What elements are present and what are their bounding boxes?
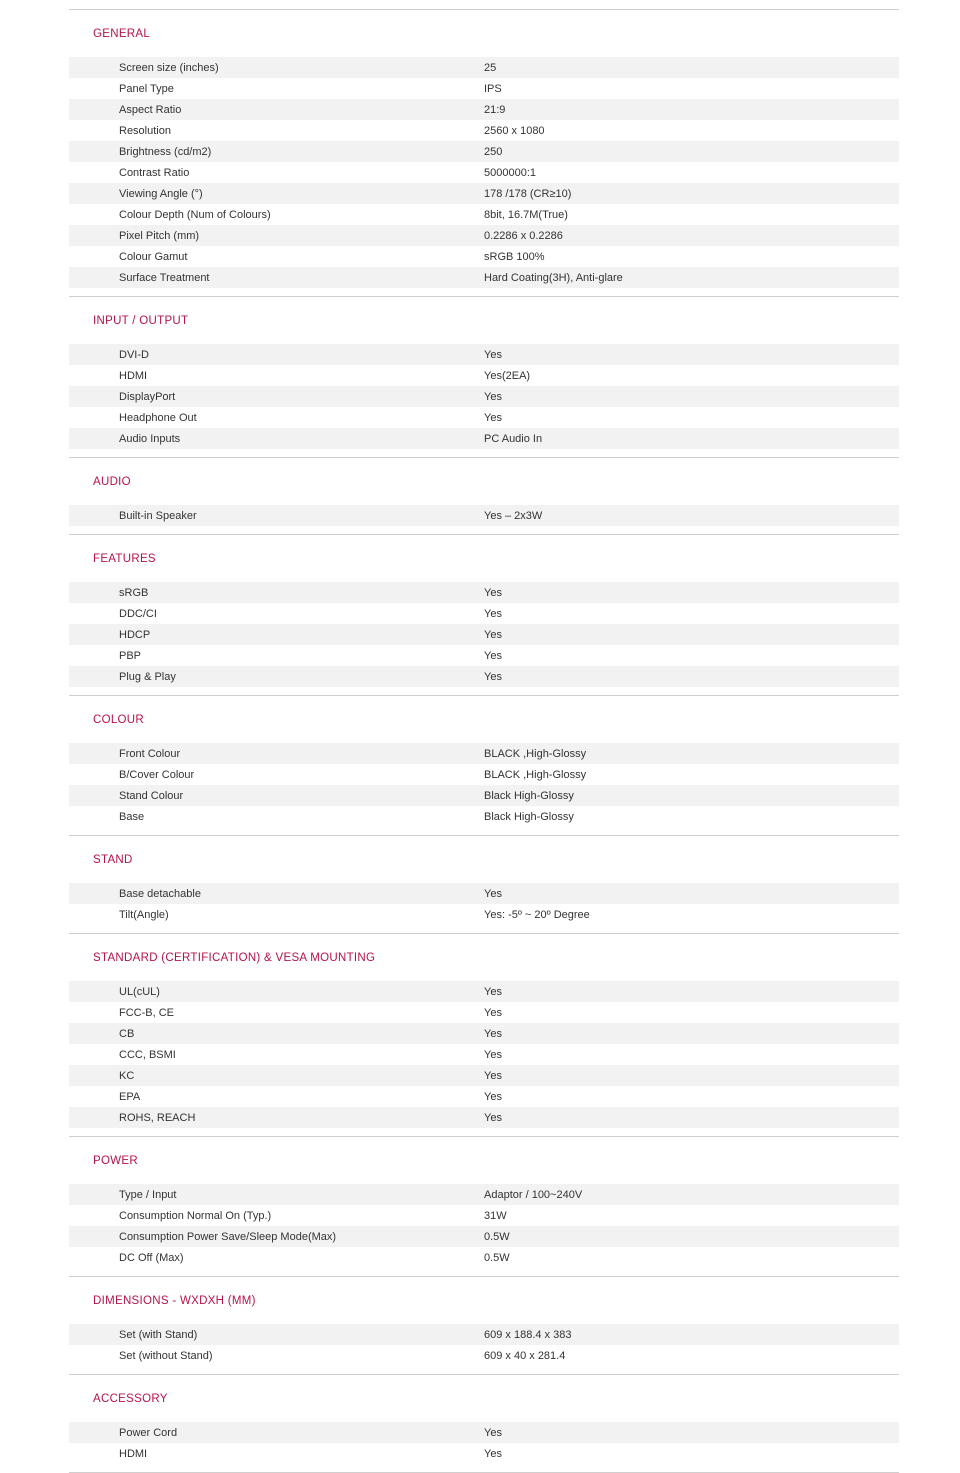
spec-value: Yes: [484, 887, 502, 900]
spec-value: Yes: [484, 1090, 502, 1103]
spec-value: Yes: [484, 1426, 502, 1439]
spec-row: [69, 1065, 899, 1086]
spec-row: [69, 666, 899, 687]
spec-label: Stand Colour: [119, 789, 184, 802]
spec-section: [69, 835, 899, 933]
spec-value: Yes: [484, 649, 502, 662]
spec-row: [69, 582, 899, 603]
spec-label: Colour Depth (Num of Colours): [119, 208, 271, 221]
spec-value: 5000000:1: [484, 166, 536, 179]
section-title: GENERAL: [93, 28, 151, 40]
spec-value: Yes: [484, 1111, 502, 1124]
spec-label: DisplayPort: [119, 390, 176, 403]
spec-rows: [69, 582, 899, 695]
spec-rows: [69, 1422, 899, 1472]
spec-value: 21:9: [484, 103, 506, 116]
spec-rows: [69, 1184, 899, 1276]
spec-row: [69, 624, 899, 645]
spec-label: UL(cUL): [119, 985, 160, 998]
spec-section: [69, 695, 899, 835]
spec-row: [69, 1023, 899, 1044]
spec-value: BLACK ,High-Glossy: [484, 747, 587, 760]
spec-section: [69, 457, 899, 534]
spec-label: Aspect Ratio: [119, 103, 182, 116]
spec-rows: [69, 883, 899, 933]
spec-label: Panel Type: [119, 82, 174, 95]
spec-label: KC: [119, 1069, 135, 1082]
spec-label: sRGB: [119, 586, 149, 599]
spec-row: [69, 1044, 899, 1065]
spec-label: Audio Inputs: [119, 432, 181, 445]
spec-row: [69, 246, 899, 267]
spec-label: Base: [119, 810, 145, 823]
spec-row: [69, 806, 899, 827]
spec-rows: [69, 344, 899, 457]
spec-row: [69, 764, 899, 785]
spec-value: Yes – 2x3W: [484, 509, 543, 522]
spec-row: [69, 99, 899, 120]
spec-section: [69, 1374, 899, 1472]
spec-value: PC Audio In: [484, 432, 543, 445]
spec-value: 31W: [484, 1209, 507, 1222]
section-title: ACCESSORY: [93, 1393, 168, 1405]
spec-value: Adaptor / 100~240V: [484, 1188, 583, 1201]
spec-row: [69, 204, 899, 225]
spec-value: sRGB 100%: [484, 250, 545, 263]
spec-row: [69, 603, 899, 624]
spec-row: [69, 1345, 899, 1366]
spec-label: Base detachable: [119, 887, 201, 900]
spec-value: Yes: [484, 411, 502, 424]
spec-label: Front Colour: [119, 747, 181, 760]
spec-rows: [69, 57, 899, 296]
spec-label: CB: [119, 1027, 135, 1040]
spec-value: Yes: [484, 390, 502, 403]
spec-value: Yes: [484, 670, 502, 683]
spec-value: 250: [484, 145, 503, 158]
spec-value: 609 x 188.4 x 383: [484, 1328, 572, 1341]
spec-label: DVI-D: [119, 348, 149, 361]
spec-label: Resolution: [119, 124, 171, 137]
spec-row: [69, 225, 899, 246]
spec-row: [69, 1107, 899, 1128]
spec-label: Type / Input: [119, 1188, 177, 1201]
section-title: AUDIO: [93, 476, 131, 488]
spec-label: Consumption Normal On (Typ.): [119, 1209, 272, 1222]
spec-label: Set (with Stand): [119, 1328, 198, 1341]
spec-value: 2560 x 1080: [484, 124, 545, 137]
spec-label: Plug & Play: [119, 670, 176, 683]
spec-row: [69, 1324, 899, 1345]
spec-rows: [69, 743, 899, 835]
spec-label: Tilt(Angle): [119, 908, 169, 921]
spec-row: [69, 386, 899, 407]
spec-row: [69, 1205, 899, 1226]
spec-row: [69, 183, 899, 204]
section-title: INPUT / OUTPUT: [93, 315, 189, 327]
spec-label: Screen size (inches): [119, 61, 219, 74]
section-title: FEATURES: [93, 553, 156, 565]
spec-rows: [69, 505, 899, 534]
spec-row: [69, 141, 899, 162]
spec-label: Consumption Power Save/Sleep Mode(Max): [119, 1230, 337, 1243]
spec-label: Set (without Stand): [119, 1349, 213, 1362]
spec-label: B/Cover Colour: [119, 768, 195, 781]
spec-label: DC Off (Max): [119, 1251, 184, 1264]
spec-section: [69, 296, 899, 457]
spec-section: [69, 1136, 899, 1276]
spec-value: 0.2286 x 0.2286: [484, 229, 563, 242]
section-title: DIMENSIONS - WXDXH (MM): [93, 1295, 256, 1307]
spec-value: 8bit, 16.7M(True): [484, 208, 568, 221]
spec-label: EPA: [119, 1090, 141, 1103]
spec-row: [69, 1086, 899, 1107]
spec-label: Contrast Ratio: [119, 166, 190, 179]
spec-value: Yes: [484, 1069, 502, 1082]
spec-row: [69, 1422, 899, 1443]
spec-row: [69, 78, 899, 99]
spec-value: 178 /178 (CR≥10): [484, 187, 572, 200]
spec-label: Power Cord: [119, 1426, 178, 1439]
spec-label: CCC, BSMI: [119, 1048, 176, 1061]
spec-value: Yes: [484, 1006, 502, 1019]
spec-row: [69, 1443, 899, 1464]
section-title: STAND: [93, 854, 133, 866]
spec-value: 25: [484, 61, 497, 74]
section-title: COLOUR: [93, 714, 145, 726]
spec-label: DDC/CI: [119, 607, 157, 620]
spec-value: BLACK ,High-Glossy: [484, 768, 587, 781]
spec-label: Headphone Out: [119, 411, 197, 424]
spec-row: [69, 981, 899, 1002]
spec-label: HDMI: [119, 369, 148, 382]
spec-label: PBP: [119, 649, 142, 662]
spec-label: Viewing Angle (°): [119, 187, 203, 200]
spec-label: Surface Treatment: [119, 271, 210, 284]
spec-row: [69, 505, 899, 526]
spec-label: HDMI: [119, 1447, 148, 1460]
spec-row: [69, 1002, 899, 1023]
spec-label: ROHS, REACH: [119, 1111, 196, 1124]
spec-label: HDCP: [119, 628, 151, 641]
spec-section: [69, 933, 899, 1136]
spec-row: [69, 162, 899, 183]
spec-value: Yes: [484, 1027, 502, 1040]
spec-label: Pixel Pitch (mm): [119, 229, 200, 242]
spec-row: [69, 344, 899, 365]
spec-row: [69, 120, 899, 141]
spec-row: [69, 904, 899, 925]
spec-row: [69, 1226, 899, 1247]
spec-row: [69, 1184, 899, 1205]
spec-section: [69, 1276, 899, 1374]
spec-value: Yes: [484, 1048, 502, 1061]
spec-row: [69, 365, 899, 386]
spec-row: [69, 883, 899, 904]
spec-value: Yes: [484, 586, 502, 599]
spec-rows: [69, 1324, 899, 1374]
spec-row: [69, 267, 899, 288]
spec-value: Yes: [484, 348, 502, 361]
spec-table: [69, 9, 899, 1473]
spec-value: IPS: [484, 82, 502, 95]
spec-section: [69, 9, 899, 296]
spec-value: Yes: [484, 628, 502, 641]
section-title: STANDARD (CERTIFICATION) & VESA MOUNTING: [93, 952, 376, 964]
spec-value: Yes: [484, 607, 502, 620]
spec-value: Yes: [484, 985, 502, 998]
spec-value: 0.5W: [484, 1230, 510, 1243]
spec-label: Colour Gamut: [119, 250, 188, 263]
spec-value: Hard Coating(3H), Anti-glare: [484, 271, 623, 284]
spec-value: 609 x 40 x 281.4: [484, 1349, 566, 1362]
spec-row: [69, 407, 899, 428]
spec-value: 0.5W: [484, 1251, 510, 1264]
spec-section: [69, 534, 899, 695]
spec-label: Brightness (cd/m2): [119, 145, 212, 158]
spec-rows: [69, 981, 899, 1136]
spec-row: [69, 1247, 899, 1268]
spec-row: [69, 57, 899, 78]
spec-row: [69, 785, 899, 806]
spec-value: Black High-Glossy: [484, 789, 574, 802]
spec-value: Yes: -5º ~ 20º Degree: [484, 908, 590, 921]
spec-value: Yes(2EA): [484, 369, 531, 382]
spec-value: Black High-Glossy: [484, 810, 574, 823]
spec-row: [69, 428, 899, 449]
section-title: POWER: [93, 1155, 138, 1167]
spec-row: [69, 645, 899, 666]
spec-value: Yes: [484, 1447, 502, 1460]
spec-label: FCC-B, CE: [119, 1006, 174, 1019]
spec-row: [69, 743, 899, 764]
spec-label: Built-in Speaker: [119, 509, 197, 522]
